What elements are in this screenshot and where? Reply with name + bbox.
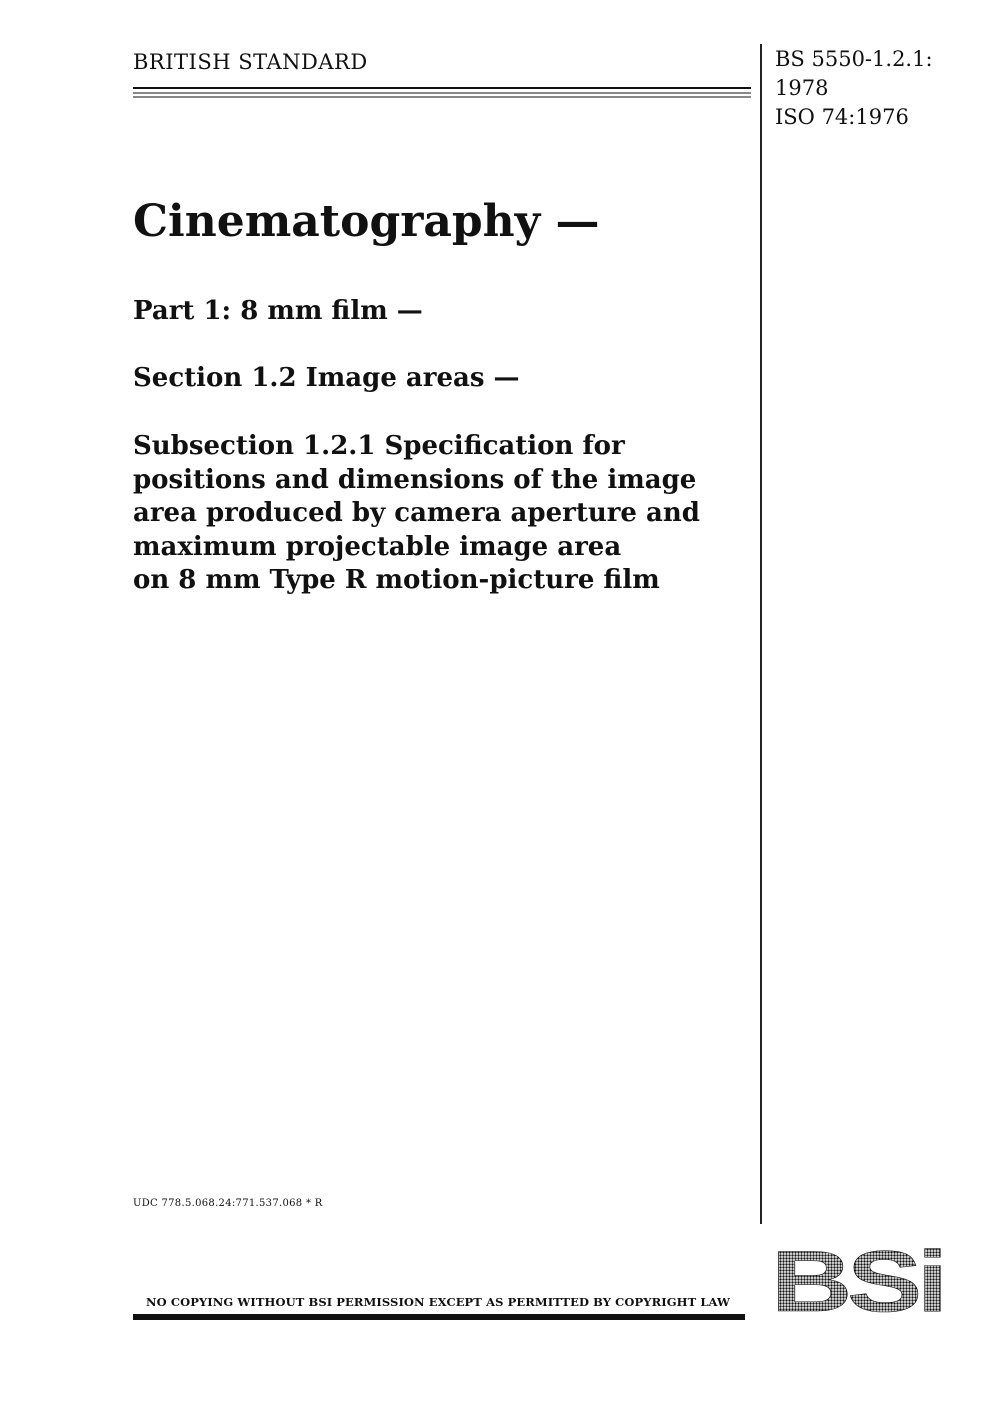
part-title: Part 1: 8 mm film — <box>133 296 423 326</box>
copyright-notice: NO COPYING WITHOUT BSI PERMISSION EXCEPT AS PERMITTED BY COPYRIGHT LAW <box>146 1295 731 1309</box>
standard-number-block <box>775 45 980 132</box>
bsi-logo-text: BSi <box>771 1245 943 1317</box>
subsection-title-line: positions and dimensions of the image <box>133 464 697 495</box>
document-type-label: BRITISH STANDARD <box>133 50 368 74</box>
standard-number-line: BS 5550-1.2.1: <box>775 47 933 71</box>
header-rule <box>133 87 751 89</box>
standard-year-line: 1978 <box>775 76 829 100</box>
iso-number-line: ISO 74:1976 <box>775 105 909 129</box>
header-rule-grey-2 <box>133 96 751 98</box>
subsection-title <box>133 430 748 598</box>
section-title: Section 1.2 Image areas — <box>133 363 520 393</box>
subsection-title-line: maximum projectable image area <box>133 531 622 562</box>
column-divider <box>760 44 762 1224</box>
subsection-title-line: Subsection 1.2.1 Specification for <box>133 431 625 461</box>
udc-classification: UDC 778.5.068.24:771.537.068 * R <box>133 1198 323 1209</box>
subsection-title-line: area produced by camera aperture and <box>133 498 700 528</box>
footer-rule <box>133 1314 745 1320</box>
header-rule-grey-1 <box>133 92 751 94</box>
subsection-title-line: on 8 mm Type R motion-picture film <box>133 565 660 595</box>
document-title: Cinematography — <box>133 196 600 247</box>
bsi-logo <box>770 1245 945 1317</box>
